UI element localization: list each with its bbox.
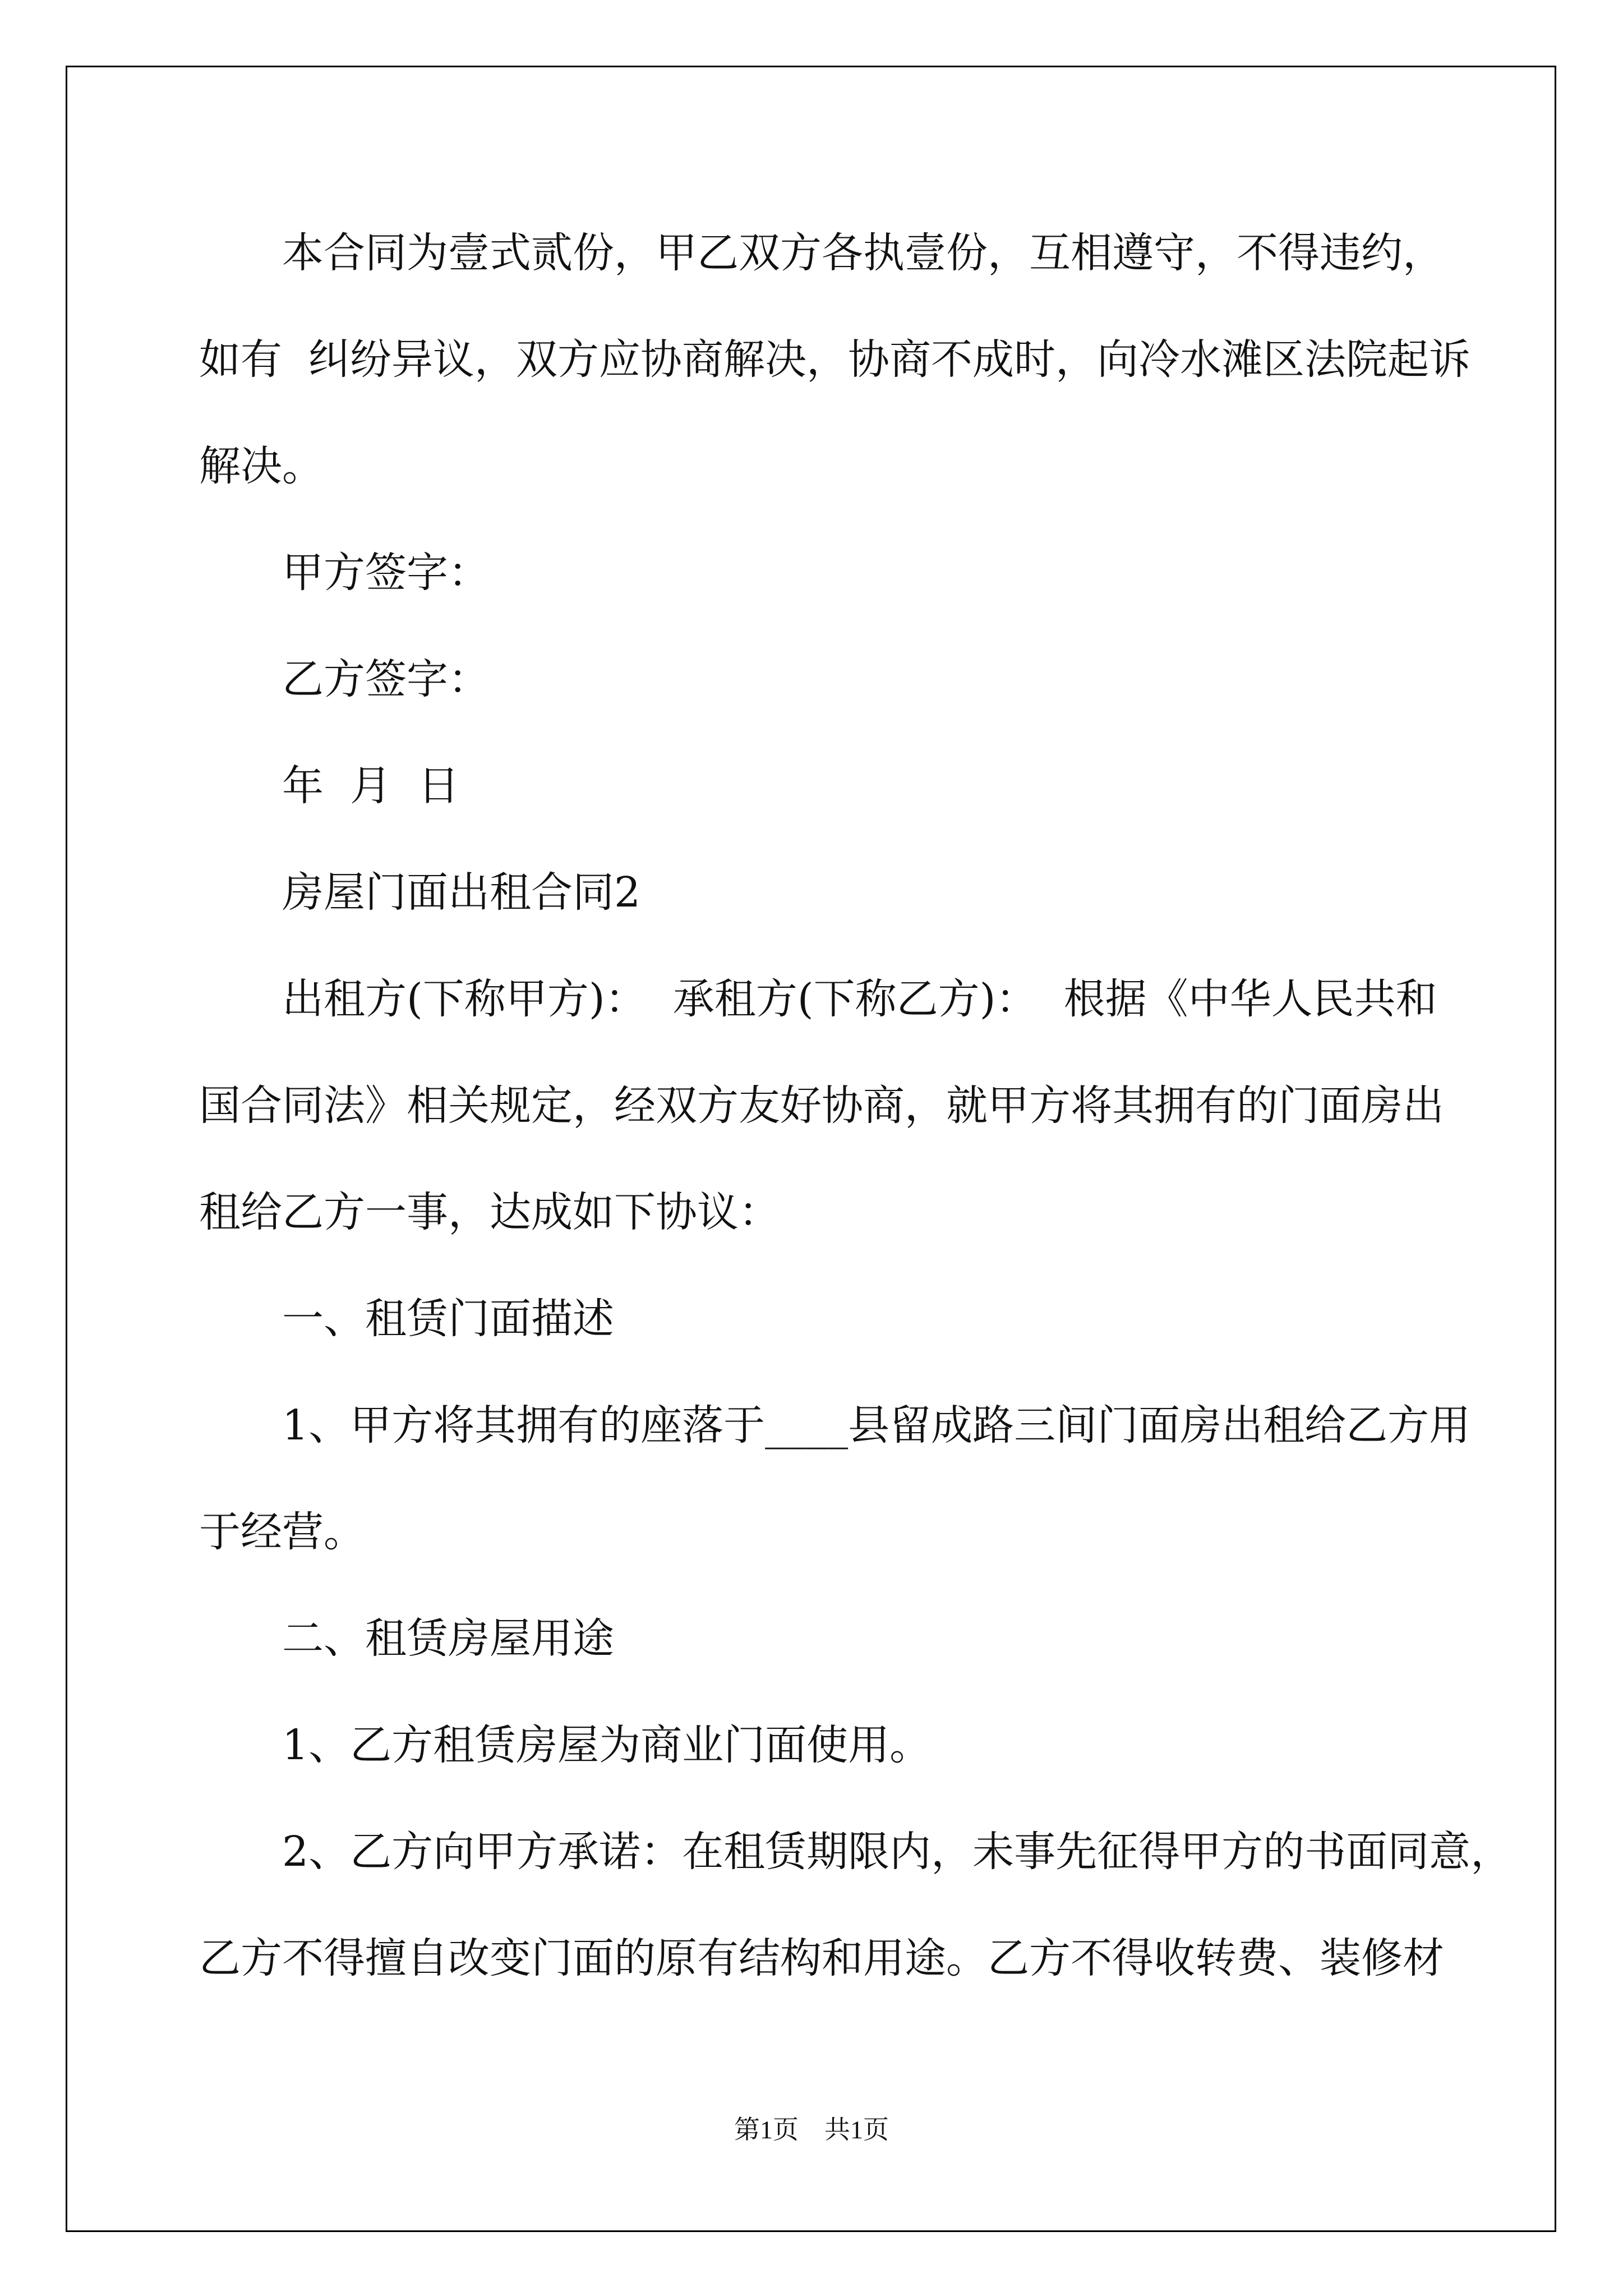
paragraph-line: 租给乙方一事，达成如下协议： [199, 1188, 780, 1236]
paragraph-line: 乙方不得擅自改变门面的原有结构和用途。乙方不得收转费、装修材 [199, 1934, 1444, 1982]
clause-heading: 一、租赁门面描述 [282, 1295, 614, 1343]
paragraph-line: 国合同法》相关规定，经双方友好协商，就甲方将其拥有的门面房出 [199, 1082, 1444, 1130]
page-total: 共1页 [824, 2115, 889, 2144]
paragraph-line: 1、乙方租赁房屋为商业门面使用。 [282, 1721, 932, 1769]
signature-party-b: 乙方签字： [282, 655, 490, 703]
clause-heading: 二、租赁房屋用途 [282, 1614, 614, 1663]
paragraph-line: 出租方(下称甲方)： 承租方(下称乙方)： 根据《中华人民共和 [282, 975, 1437, 1023]
paragraph-line: 2、乙方向甲方承诺：在租赁期限内，未事先征得甲方的书面同意， [282, 1828, 1513, 1876]
section-title: 房屋门面出租合同2 [282, 868, 641, 917]
paragraph-line: 如有 纠纷异议，双方应协商解决，协商不成时，向冷水滩区法院起诉 [199, 335, 1471, 384]
paragraph-line: 1、甲方将其拥有的座落于____县留成路三间门面房出租给乙方用 [282, 1401, 1471, 1450]
date-line: 年 月 日 [282, 762, 460, 810]
page-number: 第1页 [734, 2115, 799, 2144]
signature-party-a: 甲方签字： [282, 549, 490, 597]
paragraph-line: 解决。 [199, 442, 324, 490]
page-footer [0, 2109, 1623, 2146]
paragraph-line: 本合同为壹式贰份，甲乙双方各执壹份，互相遵守，不得违约， [282, 229, 1444, 277]
document-body [199, 200, 1513, 2012]
paragraph-line: 于经营。 [199, 1508, 365, 1556]
